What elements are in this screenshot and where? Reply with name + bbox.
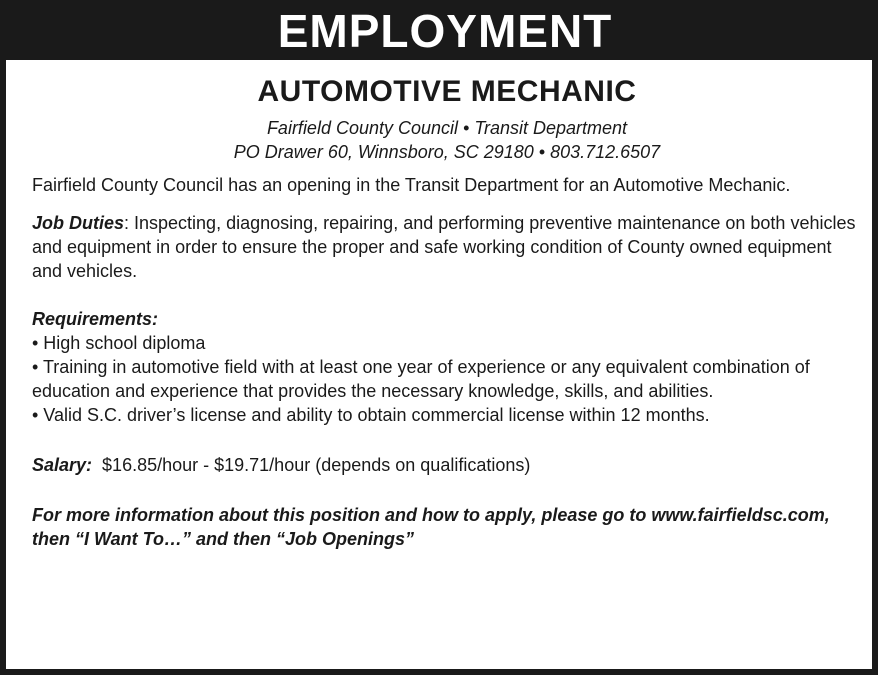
salary-label: Salary:: [32, 455, 93, 475]
employer-line: Fairfield County Council • Transit Department: [266, 118, 628, 138]
ad-content: [32, 60, 862, 551]
job-duties-label: Job Duties: [32, 213, 125, 233]
requirement-item: • High school diploma: [32, 333, 206, 353]
more-info-paragraph: For more information about this position and how to apply, please go to www.fairfieldsc.com, then “I Want To…” and then “Job Openings”: [32, 505, 830, 549]
salary-text: $16.85/hour - $19.71/hour (depends on qualifications): [92, 455, 531, 475]
address-line: PO Drawer 60, Winnsboro, SC 29180 • 803.712.6507: [233, 142, 661, 162]
requirement-item: • Training in automotive field with at least one year of experience or any equivalent combination of education and experience that provides the necessary knowledge, skills, and abilities.: [32, 357, 810, 401]
job-duties-paragraph: [32, 211, 862, 283]
salary-line: [32, 453, 862, 477]
job-title: AUTOMOTIVE MECHANIC: [257, 75, 637, 108]
requirements-list: [32, 331, 862, 427]
section-banner: EMPLOYMENT: [6, 0, 878, 60]
requirement-item: • Valid S.C. driver’s license and ability to obtain commercial license within 12 months.: [32, 405, 710, 425]
intro-paragraph: Fairfield County Council has an opening in the Transit Department for an Automotive Mechanic.: [32, 175, 791, 195]
job-duties-text: : Inspecting, diagnosing, repairing, and performing preventive maintenance on both vehicles and equipment in order to ensure the proper and safe working condition of County owned equipment and vehicles.: [32, 213, 856, 281]
requirements-heading: Requirements:: [32, 309, 159, 329]
